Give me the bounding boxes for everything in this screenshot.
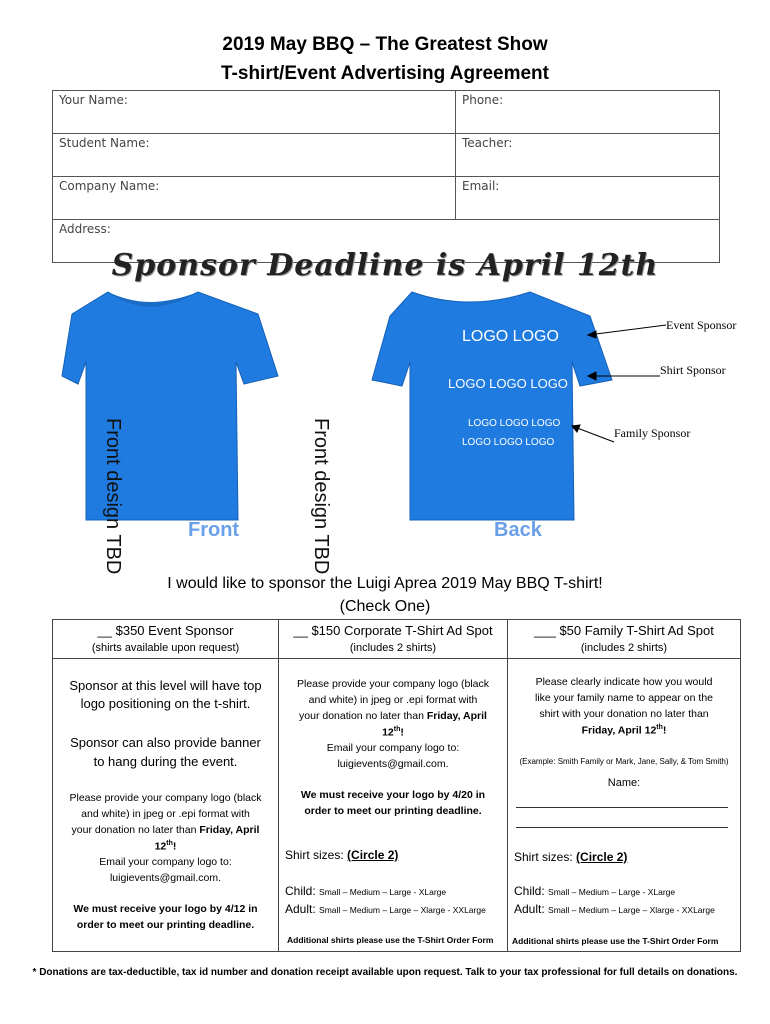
event-deadline-1: We must receive your logo by 4/12 in	[73, 903, 258, 915]
sponsor-deadline-banner: Sponsor Deadline is April 12th	[111, 248, 659, 283]
family-sponsor-arrow	[572, 425, 614, 442]
corporate-sponsor-column	[279, 620, 507, 951]
tax-footnote: * Donations are tax-deductible, tax id number and donation receipt available upon request. Talk to your tax professional for full details on donations.	[32, 967, 738, 978]
family-additional-shirts: Additional shirts please use the T-Shirt Order Form	[512, 936, 719, 946]
family-sponsor-column	[508, 620, 740, 951]
family-child-sizes[interactable]: Child: Small – Medium – Large - XLarge	[514, 884, 676, 898]
front-tshirt-icon	[62, 292, 278, 520]
front-design-text-left: Front design TBD	[102, 418, 124, 575]
corporate-sponsor-option[interactable]: __ $150 Corporate T-Shirt Ad Spot	[293, 623, 493, 638]
family-text-1a: Please clearly indicate how you would	[535, 676, 713, 688]
event-sponsor-arrow	[588, 325, 666, 338]
sponsor-options-grid	[52, 619, 741, 952]
corporate-email[interactable]: luigievents@gmail.com.	[337, 758, 449, 770]
logo-row-3: LOGO LOGO LOGO	[468, 418, 561, 429]
contact-info-table	[52, 90, 720, 263]
family-example: (Example: Smith Family or Mark, Jane, Sally, & Tom Smith)	[519, 757, 729, 766]
front-design-text-right: Front design TBD	[310, 418, 332, 575]
front-label: Front	[188, 519, 240, 541]
corporate-text-1d: 12th!	[382, 726, 404, 739]
corporate-additional-shirts: Additional shirts please use the T-Shirt Order Form	[287, 935, 494, 945]
event-text-3c: your donation no later than Friday, April	[71, 824, 260, 836]
company-name-field[interactable]: Company Name:	[53, 177, 456, 220]
family-text-1b: like your family name to appear on the	[534, 692, 713, 704]
sponsor-intro: I would like to sponsor the Luigi Aprea 2019 May BBQ T-shirt!	[167, 575, 603, 592]
corporate-text-1c: your donation no later than Friday, April	[299, 710, 487, 722]
event-text-2b: to hang during the event.	[93, 754, 238, 769]
family-subtitle: (includes 2 shirts)	[580, 642, 668, 654]
your-name-field[interactable]: Your Name:	[53, 91, 456, 134]
check-one: (Check One)	[339, 598, 431, 615]
event-text-3d: 12th!	[154, 840, 177, 853]
student-name-field[interactable]: Student Name:	[53, 134, 456, 177]
family-adult-sizes[interactable]: Adult: Small – Medium – Large – Xlarge - XXLarge	[514, 902, 715, 916]
logo-row-2: LOGO LOGO LOGO	[448, 376, 568, 391]
event-text-2a: Sponsor can also provide banner	[70, 735, 261, 750]
event-email[interactable]: luigievents@gmail.com.	[109, 872, 222, 884]
shirt-sponsor-label: Shirt Sponsor	[660, 363, 726, 377]
corporate-adult-sizes[interactable]: Adult: Small – Medium – Large – Xlarge - XXLarge	[285, 902, 486, 916]
family-name-line-2[interactable]	[516, 827, 728, 828]
event-subtitle: (shirts available upon request)	[91, 642, 240, 654]
logo-row-1: LOGO LOGO	[462, 328, 559, 345]
family-name-label: Name:	[607, 777, 641, 789]
corporate-deadline-2: order to meet our printing deadline.	[304, 805, 482, 817]
corporate-sizes: Shirt sizes: (Circle 2)	[285, 848, 399, 862]
back-tshirt-icon	[372, 292, 612, 520]
event-sponsor-column	[53, 620, 278, 951]
family-sponsor-option[interactable]: ___ $50 Family T-Shirt Ad Spot	[534, 623, 714, 638]
event-sponsor-option[interactable]: __ $350 Event Sponsor	[97, 623, 234, 638]
corporate-subtitle: (includes 2 shirts)	[349, 642, 437, 654]
event-text-3a: Please provide your company logo (black	[69, 792, 262, 804]
event-sponsor-label: Event Sponsor	[666, 318, 737, 332]
title-line-2: T-shirt/Event Advertising Agreement	[221, 63, 549, 84]
back-label: Back	[494, 519, 542, 541]
title-line-1: 2019 May BBQ – The Greatest Show	[222, 34, 548, 55]
teacher-field[interactable]: Teacher:	[456, 134, 720, 177]
event-text-1a: Sponsor at this level will have top	[69, 678, 262, 693]
family-name-line-1[interactable]	[516, 807, 728, 808]
corporate-text-1a: Please provide your company logo (black	[296, 678, 490, 690]
logo-row-4: LOGO LOGO LOGO	[462, 437, 555, 448]
corporate-child-sizes[interactable]: Child: Small – Medium – Large - XLarge	[285, 884, 447, 898]
corporate-text-1b: and white) in jpeg or .epi format with	[308, 694, 478, 706]
address-field[interactable]: Address:	[53, 220, 720, 263]
family-sponsor-label: Family Sponsor	[614, 426, 691, 440]
event-text-3b: and white) in jpeg or .epi format with	[81, 808, 250, 820]
family-text-1c: shirt with your donation no later than	[539, 708, 709, 720]
event-text-1b: logo positioning on the t-shirt.	[80, 696, 251, 711]
event-email-label: Email your company logo to:	[99, 856, 232, 868]
event-deadline-2: order to meet our printing deadline.	[76, 919, 255, 931]
family-sizes: Shirt sizes: (Circle 2)	[514, 850, 628, 864]
email-field[interactable]: Email:	[456, 177, 720, 220]
family-text-1d: Friday, April 12th!	[581, 724, 667, 737]
corporate-email-label: Email your company logo to:	[326, 742, 460, 754]
phone-field[interactable]: Phone:	[456, 91, 720, 134]
corporate-deadline-1: We must receive your logo by 4/20 in	[300, 789, 486, 801]
